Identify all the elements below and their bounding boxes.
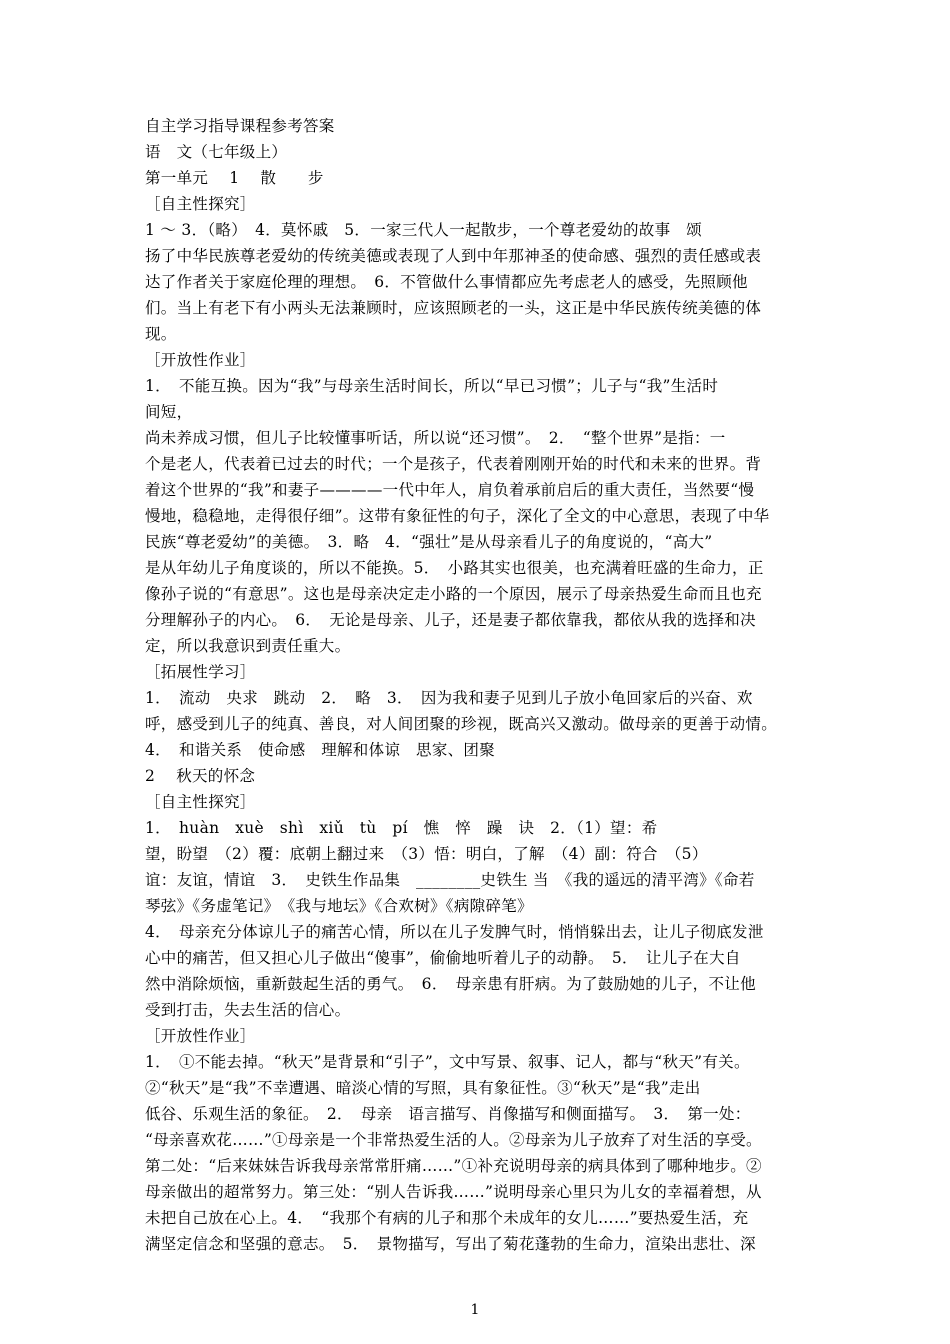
- text-line: 1． 不能互换。因为“我”与母亲生活时间长，所以“早已习惯”；儿子与“我”生活时: [145, 377, 719, 395]
- subject-heading: 语 文（七年级上）: [145, 143, 288, 161]
- text-line: 谊：友谊，情谊 3． 史铁生作品集 ________史铁生 当 《我的遥远的清平湾》《命若: [145, 871, 755, 889]
- text-line: ［自主性探究］: [145, 793, 256, 811]
- text-line: 低谷、乐观生活的象征。 2． 母亲 语言描写、肖像描写和侧面描写。 3． 第一处：: [145, 1105, 751, 1123]
- text-line: 满坚定信念和坚强的意志。 5． 景物描写，写出了菊花蓬勃的生命力，渲染出悲壮、深: [145, 1235, 756, 1253]
- text-line: 们。当上有老下有小两头无法兼顾时，应该照顾老的一头，这正是中华民族传统美德的体: [145, 299, 762, 317]
- text-line: 是从年幼儿子角度谈的，所以不能换。5． 小路其实也很美，也充满着旺盛的生命力，正: [145, 559, 764, 577]
- text-line: 民族“尊老爱幼”的美德。 3．略 4．“强壮”是从母亲看儿子的角度说的，“高大”: [145, 533, 713, 551]
- text-line: 4． 母亲充分体谅儿子的痛苦心情，所以在儿子发脾气时，悄悄躲出去，让儿子彻底发泄: [145, 923, 764, 941]
- text-line: 第二处：“后来妹妹告诉我母亲常常肝痛……”①补充说明母亲的病具体到了哪种地步。②: [145, 1157, 762, 1175]
- text-line: 现。: [145, 325, 177, 343]
- text-line: “母亲喜欢花……”①母亲是一个非常热爱生活的人。②母亲为儿子放弃了对生活的享受。: [145, 1131, 762, 1149]
- text-line: 未把自己放在心上。4． “我那个有病的儿子和那个未成年的女儿……”要热爱生活，充: [145, 1209, 749, 1227]
- text-line: ②“秋天”是“我”不幸遭遇、暗淡心情的写照，具有象征性。③“秋天”是“我”走出: [145, 1079, 701, 1097]
- text-line: 2 秋天的怀念: [145, 767, 256, 785]
- text-line: 1 ～ 3．（略） 4．莫怀戚 5．一家三代人一起散步，一个尊老爱幼的故事 颂: [145, 221, 703, 239]
- text-line: ［自主性探究］: [145, 195, 256, 213]
- document-body: [145, 113, 809, 1257]
- text-line: ［开放性作业］: [145, 351, 256, 369]
- text-line: 尚未养成习惯，但儿子比较懂事听话，所以说“还习惯”。 2． “整个世界”是指：一: [145, 429, 726, 447]
- text-line: 受到打击，失去生活的信心。: [145, 1001, 351, 1019]
- text-line: 间短，: [145, 403, 193, 421]
- text-line: 1． huàn xuè shì xiǔ tù pí 憔 悴 躁 诀 2．（1）望：希: [145, 819, 658, 837]
- text-line: 呼，感受到儿子的纯真、善良，对人间团聚的珍视，既高兴又激动。做母亲的更善于动情。: [145, 715, 778, 733]
- text-line: 1． ①不能去掉。“秋天”是背景和“引子”，文中写景、叙事、记人，都与“秋天”有关。: [145, 1053, 750, 1071]
- text-line: 达了作者关于家庭伦理的理想。 6．不管做什么事情都应先考虑老人的感受，先照顾他: [145, 273, 748, 291]
- text-line: ［拓展性学习］: [145, 663, 256, 681]
- text-line: 心中的痛苦，但又担心儿子做出“傻事”，偷偷地听着儿子的动静。 5． 让儿子在大自: [145, 949, 741, 967]
- text-line: 定，所以我意识到责任重大。: [145, 637, 351, 655]
- text-line: ［开放性作业］: [145, 1027, 256, 1045]
- text-line: 扬了中华民族尊老爱幼的传统美德或表现了人到中年那神圣的使命感、强烈的责任感或表: [145, 247, 762, 265]
- text-line: 望，盼望 （2）覆：底朝上翻过来 （3）悟：明白，了解 （4）副：符合 （5）: [145, 845, 708, 863]
- text-line: 着这个世界的“我”和妻子————一代中年人，肩负着承前启后的重大责任，当然要“慢: [145, 481, 755, 499]
- text-line: 像孙子说的“有意思”。这也是母亲决定走小路的一个原因，展示了母亲热爱生命而且也充: [145, 585, 762, 603]
- text-line: 个是老人，代表着已过去的时代；一个是孩子，代表着刚刚开始的时代和未来的世界。背: [145, 455, 762, 473]
- document-title: 自主学习指导课程参考答案: [145, 117, 335, 135]
- text-line: 然中消除烦恼，重新鼓起生活的勇气。 6． 母亲患有肝病。为了鼓励她的儿子，不让他: [145, 975, 756, 993]
- text-line: 慢地，稳稳地，走得很仔细”。这带有象征性的句子，深化了全文的中心意思，表现了中华: [145, 507, 770, 525]
- unit-heading: 第一单元 1 散 步: [145, 169, 324, 187]
- page-number: 1: [470, 1302, 480, 1318]
- text-line: 琴弦》《务虚笔记》 《我与地坛》《合欢树》《病隙碎笔》: [145, 897, 533, 915]
- text-line: 母亲做出的超常努力。第三处：“别人告诉我……”说明母亲心里只为儿女的幸福着想，从: [145, 1183, 762, 1201]
- text-line: 4． 和谐关系 使命感 理解和体谅 思家、团聚: [145, 741, 496, 759]
- answer-text: [145, 191, 809, 1257]
- text-line: 分理解孙子的内心。 6． 无论是母亲、儿子，还是妻子都依靠我，都依从我的选择和决: [145, 611, 756, 629]
- text-line: 1． 流动 央求 跳动 2． 略 3． 因为我和妻子见到儿子放小龟回家后的兴奋、欢: [145, 689, 753, 707]
